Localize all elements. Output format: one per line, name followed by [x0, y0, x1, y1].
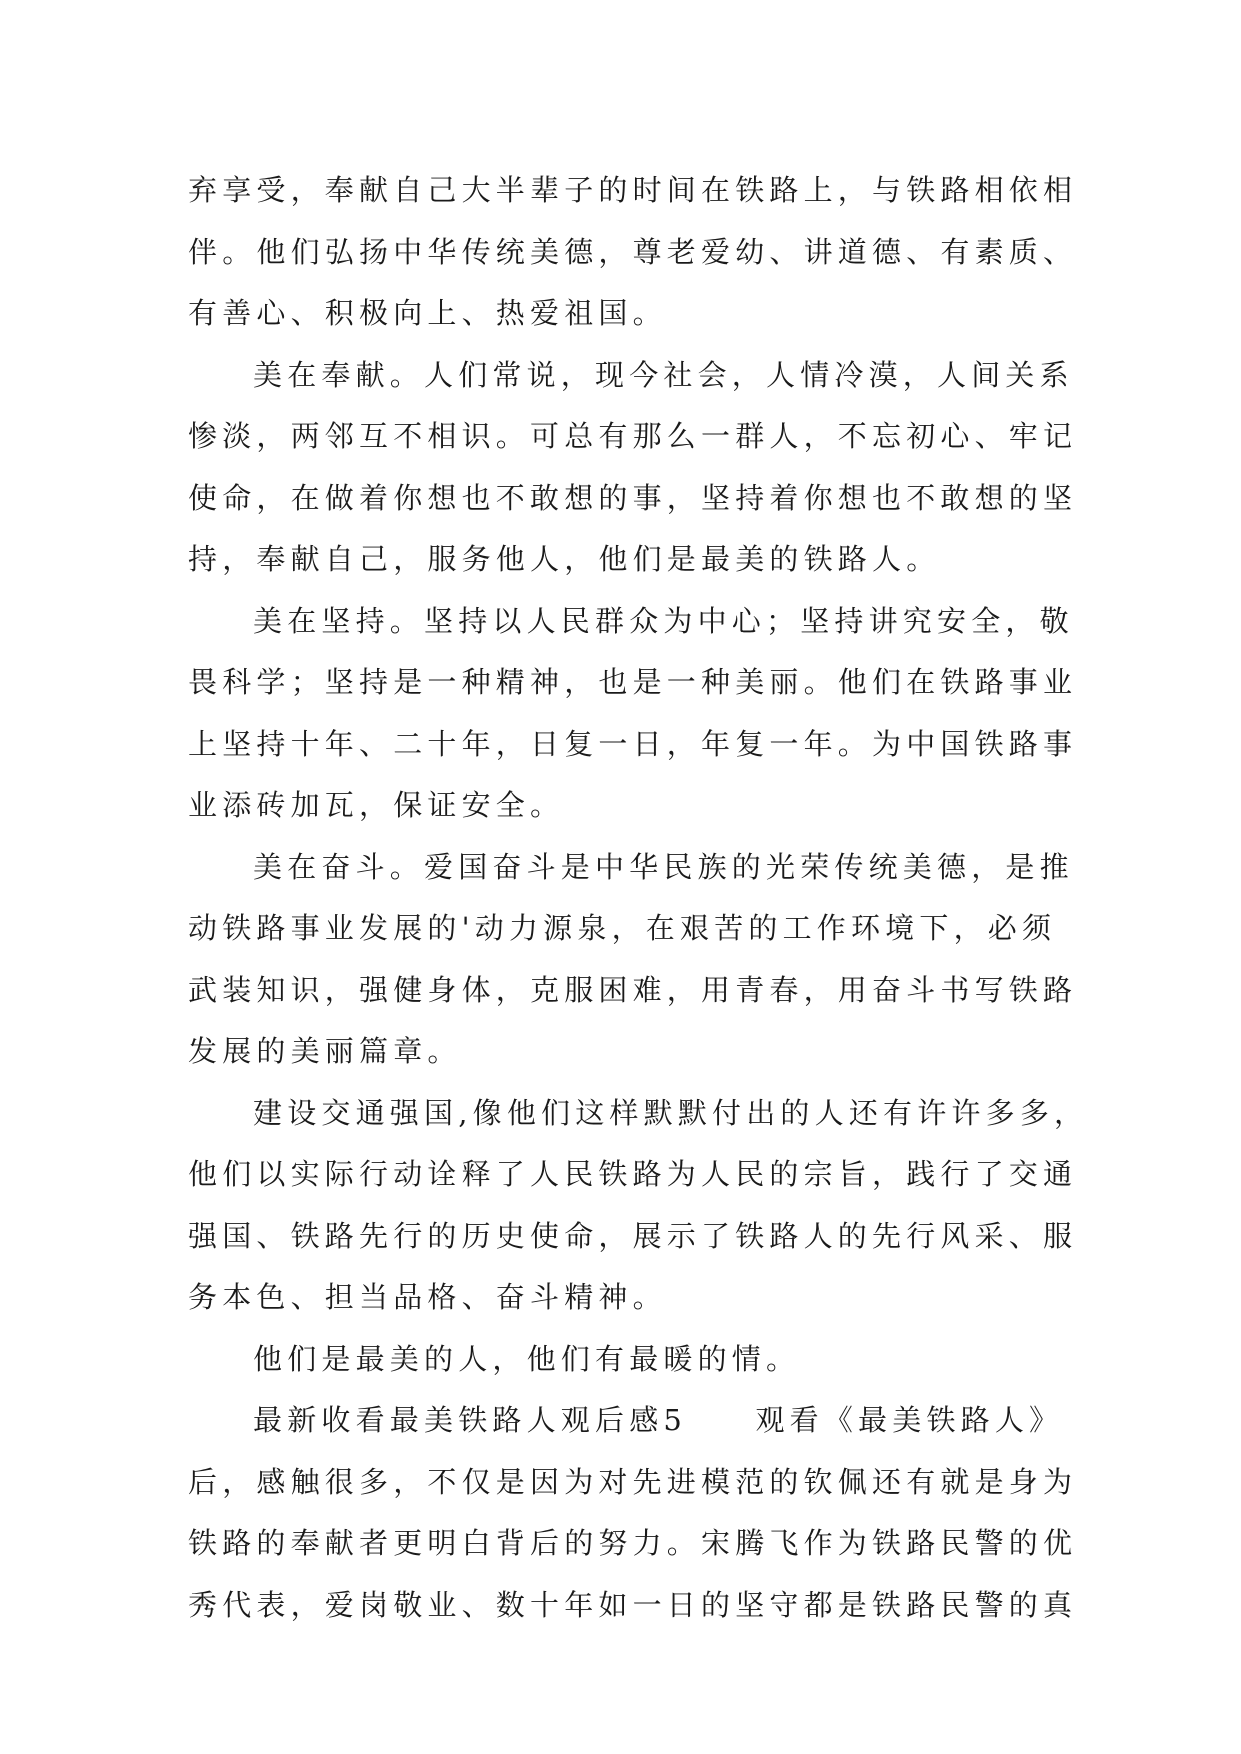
text-line: 强国、铁路先行的历史使命，展示了铁路人的先行风采、服 — [188, 1218, 1078, 1253]
body-text — [188, 160, 1089, 1636]
text-line: 业添砖加瓦，保证安全。 — [188, 788, 565, 822]
text-line: 武装知识，强健身体，克服困难，用青春，用奋斗书写铁路 — [188, 972, 1078, 1007]
paragraph-start-line: 建设交通强国,像他们这样默默付出的人还有许许多多， — [253, 1095, 1089, 1130]
text-line: 动铁路事业发展的'动力源泉，在艰苦的工作环境下，必须 — [188, 911, 1057, 945]
paragraph-start-line: 最新收看最美铁路人观后感5 观看《最美铁路人》 — [253, 1403, 1064, 1437]
text-line: 铁路的奉献者更明白背后的努力。宋腾飞作为铁路民警的优 — [188, 1526, 1078, 1560]
text-line: 秀代表，爱岗敬业、数十年如一日的坚守都是铁路民警的真 — [188, 1587, 1078, 1622]
text-line: 发展的美丽篇章。 — [188, 1034, 462, 1068]
text-line: 他们以实际行动诠释了人民铁路为人民的宗旨，践行了交通 — [188, 1157, 1078, 1191]
text-line: 惨淡，两邻互不相识。可总有那么一群人，不忘初心、牢记 — [188, 419, 1078, 453]
text-line: 上坚持十年、二十年，日复一日，年复一年。为中国铁路事 — [188, 726, 1078, 761]
text-line: 畏科学；坚持是一种精神，也是一种美丽。他们在铁路事业 — [188, 665, 1078, 699]
text-line: 弃享受，奉献自己大半辈子的时间在铁路上，与铁路相依相 — [188, 173, 1078, 207]
text-line: 持，奉献自己，服务他人，他们是最美的铁路人。 — [188, 542, 941, 576]
text-line: 后，感触很多，不仅是因为对先进模范的钦佩还有就是身为 — [188, 1464, 1078, 1499]
text-line: 伴。他们弘扬中华传统美德，尊老爱幼、讲道德、有素质、 — [188, 234, 1078, 269]
paragraph-start-line: 他们是最美的人，他们有最暖的情。 — [253, 1341, 801, 1376]
paragraph-start-line: 美在坚持。坚持以人民群众为中心；坚持讲究安全，敬 — [253, 603, 1074, 638]
paragraph-start-line: 美在奉献。人们常说，现今社会，人情冷漠，人间关系 — [253, 357, 1074, 392]
paragraph-start-line: 美在奋斗。爱国奋斗是中华民族的光荣传统美德，是推 — [253, 849, 1074, 884]
text-line: 使命，在做着你想也不敢想的事，坚持着你想也不敢想的坚 — [188, 480, 1078, 515]
text-line: 有善心、积极向上、热爱祖国。 — [188, 296, 667, 330]
text-line: 务本色、担当品格、奋斗精神。 — [188, 1280, 667, 1314]
